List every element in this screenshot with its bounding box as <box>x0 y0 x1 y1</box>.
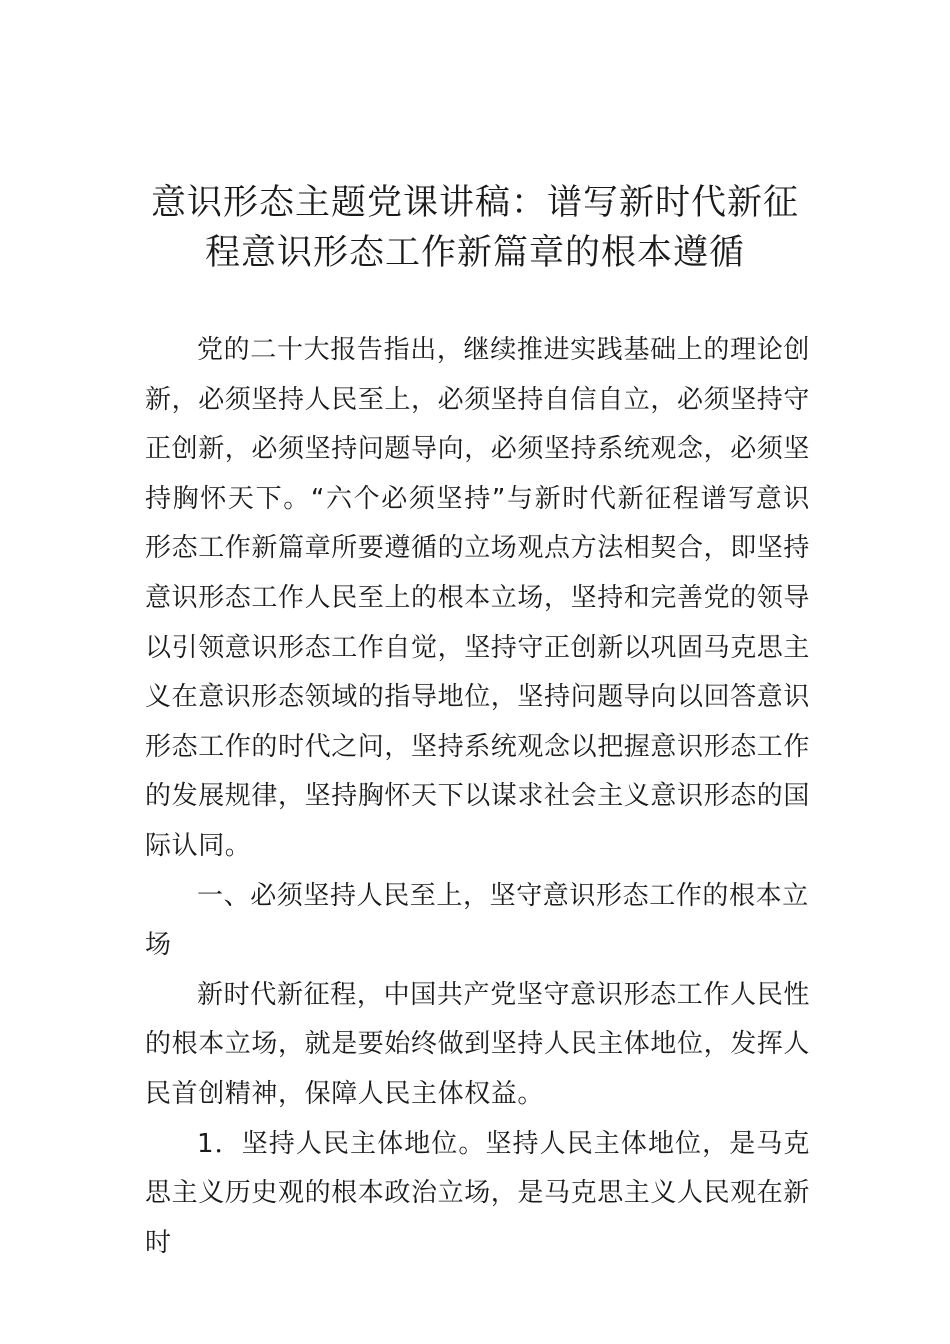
section-1-paragraph: 新时代新征程，中国共产党坚守意识形态工作人民性的根本立场，就是要始终做到坚持人民主体地位，发挥人民首创精神，保障人民主体权益。 <box>145 979 811 1109</box>
section-heading-1: 一、必须坚持人民至上，坚守意识形态工作的根本立场 <box>145 880 809 961</box>
intro-paragraph: 党的二十大报告指出，继续推进实践基础上的理论创新，必须坚持人民至上，必须坚持自信自立，必须坚持守正创新，必须坚持问题导向，必须坚持系统观念，必须坚持胸怀天下。“六个必须坚持”与新时代新征程谱写意识形态工作新篇章所要遵循的立场观点方法相契合，即坚持意识形态工作人民至上的根本立场，坚持和完善党的领导以引领意识形态工作自觉，坚持守正创新以巩固马克思主义在意识形态领域的指导地位，坚持问题导向以回答意识形态工作的时代之问，坚持系统观念以把握意识形态工作的发展规律，坚持胸怀天下以谋求社会主义意识形态的国际认同。 <box>145 335 811 861</box>
document-title: 意识形态主题党课讲稿：谱写新时代新征 程意识形态工作新篇章的根本遵循 <box>150 183 799 273</box>
point-1-paragraph: 1．坚持人民主体地位。坚持人民主体地位，是马克思主义历史观的根本政治立场，是马克思主义人民观在新时 <box>145 1128 811 1258</box>
document-body <box>145 326 810 1268</box>
